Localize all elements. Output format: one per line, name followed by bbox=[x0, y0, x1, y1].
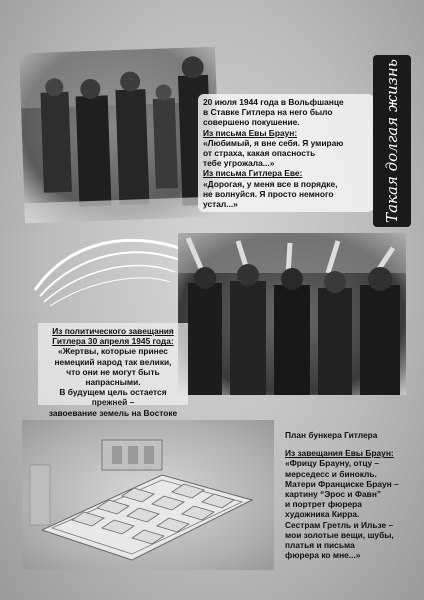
text-line: завоевание земель на Востоке bbox=[48, 407, 178, 418]
testament-header: Гитлера 30 апреля 1945 года: bbox=[52, 336, 174, 347]
text-line: «Любимый, я вне себя. Я умираю bbox=[203, 137, 344, 148]
text-line: в Ставке Гитлера на него было bbox=[203, 107, 333, 118]
photo-handshake bbox=[19, 47, 221, 224]
vertical-title-box bbox=[373, 55, 411, 227]
swirl-ornament-icon bbox=[30, 230, 190, 310]
text-line: мерседесс и бинокль. bbox=[285, 468, 377, 479]
text-line: тебе угрожала...» bbox=[203, 158, 275, 169]
testament-header: Из политического завещания bbox=[52, 326, 174, 336]
text-line: не волнуйся. Я просто немного устал...» bbox=[203, 188, 334, 210]
text-line: от страха, какая опасность bbox=[203, 148, 316, 159]
text-line: и портрет фюрера bbox=[285, 499, 362, 510]
photo-bunker-plan bbox=[22, 420, 274, 570]
photo-salute bbox=[178, 233, 406, 395]
text-line: совершено покушение. bbox=[203, 117, 300, 128]
text-line: платья и письма bbox=[285, 540, 355, 551]
text-line: картину “Эрос и Фавн” bbox=[285, 489, 382, 500]
text-line: «Жертвы, которые принес bbox=[58, 346, 168, 357]
will-header: Из завещания Евы Браун: bbox=[285, 448, 394, 459]
text-line: немецкий народ так велики, bbox=[54, 356, 172, 367]
vertical-title: Такая долгая жизнь bbox=[383, 59, 401, 223]
text-line: что они не могут быть напрасными. bbox=[66, 366, 160, 388]
hitler-letter-header: Из письма Гитлера Еве: bbox=[203, 168, 303, 179]
bunker-plan-caption: План бункера Гитлера bbox=[285, 430, 378, 440]
text-block-will bbox=[282, 428, 410, 568]
text-line: Матери Франциске Браун – bbox=[285, 478, 399, 489]
text-line: «Фрицу Брауну, отцу – bbox=[285, 458, 380, 469]
text-line: фюрера ко мне...» bbox=[285, 550, 361, 561]
text-line: Сестрам Гретль и Ильзе – bbox=[285, 519, 394, 530]
text-block-testament bbox=[38, 323, 188, 418]
eva-letter-header: Из письма Евы Браун: bbox=[203, 127, 298, 138]
text-line: художника Кирра. bbox=[285, 509, 360, 520]
text-line: «Дорогая, у меня все в порядке, bbox=[203, 178, 338, 189]
text-line: В будущем цель остается прежней – bbox=[59, 387, 167, 408]
text-block-assassination bbox=[198, 94, 374, 212]
text-line: мои золотые вещи, шубы, bbox=[285, 529, 394, 540]
text-line: 20 июля 1944 года в Вольфшанце bbox=[203, 97, 344, 107]
